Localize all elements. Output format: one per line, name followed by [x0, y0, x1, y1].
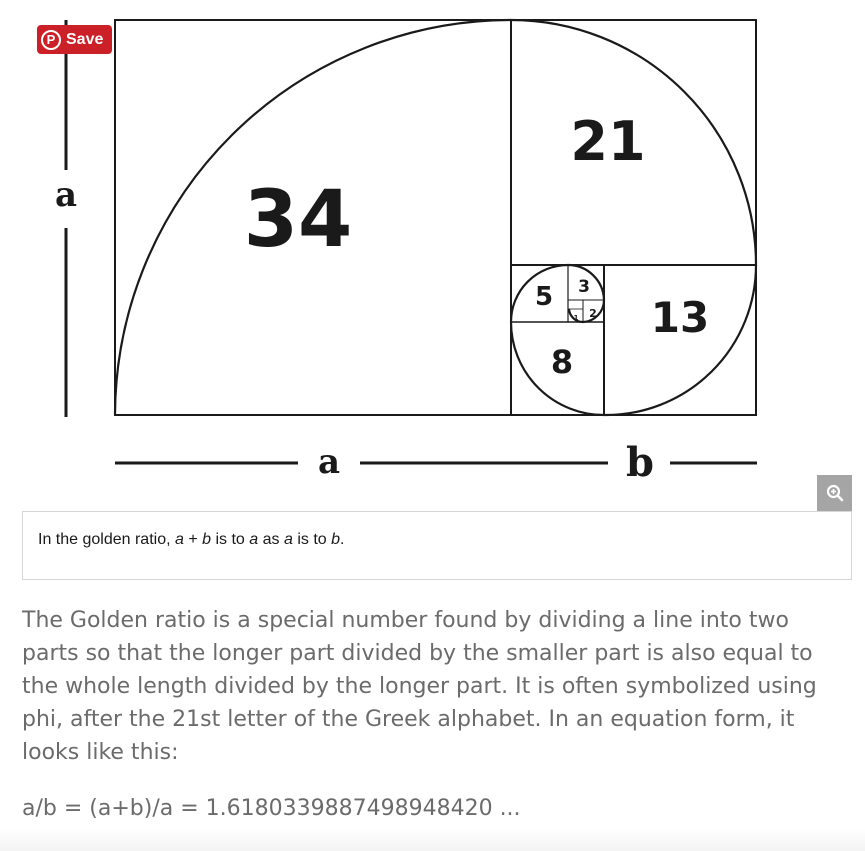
- save-button-label: Save: [66, 30, 104, 48]
- caption-var-a: a: [174, 531, 184, 548]
- bottom-label-b: b: [626, 439, 654, 486]
- caption-text: [38, 531, 344, 549]
- caption-part: In the golden ratio,: [38, 531, 175, 548]
- caption-var-a: a: [283, 531, 293, 548]
- outer-rectangle: [115, 20, 756, 415]
- label-5: 5: [534, 282, 554, 312]
- zoom-in-icon: [826, 484, 844, 502]
- golden-ratio-equation: a/b = (a+b)/a = 1.6180339887498948420 ...: [22, 796, 521, 821]
- pinterest-icon: P: [41, 30, 61, 50]
- label-3: 3: [578, 277, 590, 297]
- caption-var-b: b: [331, 531, 341, 548]
- label-13: 13: [650, 293, 710, 342]
- caption-part: +: [183, 531, 203, 548]
- article-paragraph: The Golden ratio is a special number found by dividing a line into two parts so that the longer part divided by the smaller part is also equal to the whole length divided by the longer part. It is often symbolized using phi, after the 21st letter of the Greek alphabet. In an equation form, it looks like this:: [22, 608, 817, 765]
- page-bottom-fade: [0, 828, 865, 851]
- caption-part: is to: [211, 531, 250, 548]
- label-8: 8: [550, 343, 574, 381]
- golden-spiral: [115, 20, 756, 415]
- caption-part: .: [340, 531, 345, 548]
- caption-var-b: b: [202, 531, 212, 548]
- label-34: 34: [243, 175, 353, 265]
- caption-var-a: a: [249, 531, 259, 548]
- bottom-label-a: a: [317, 442, 341, 482]
- caption-part: is to: [292, 531, 332, 548]
- caption-part: as: [258, 531, 284, 548]
- pinterest-save-button[interactable]: [37, 25, 112, 54]
- zoom-button[interactable]: [817, 475, 852, 511]
- label-1: 1: [573, 314, 579, 322]
- label-21: 21: [570, 110, 646, 173]
- image-caption: [22, 511, 852, 580]
- side-label-a: a: [54, 175, 78, 215]
- label-2: 2: [589, 307, 597, 320]
